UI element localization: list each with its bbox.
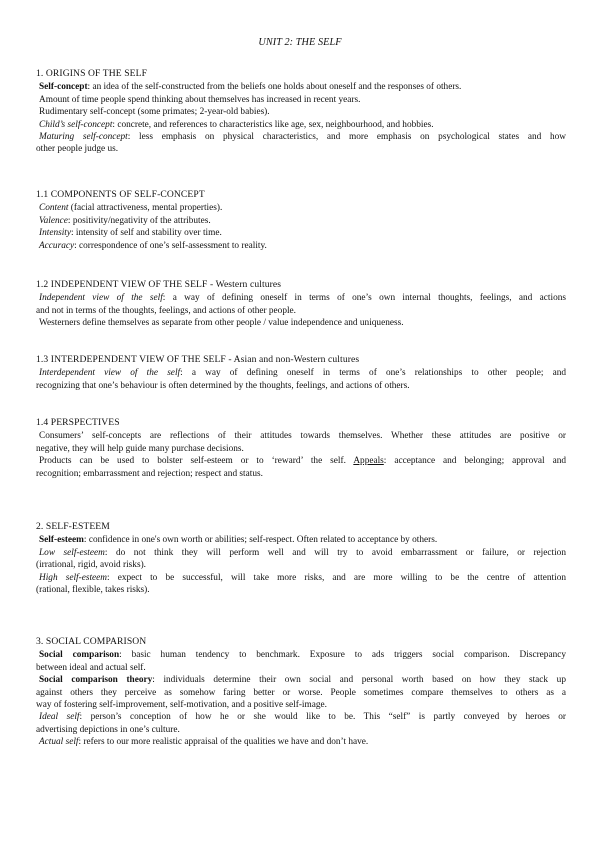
paragraph-independent-cont: and not in terms of the thoughts, feelings, and actions of other people. (36, 305, 296, 316)
section-heading: 1.1 COMPONENTS OF SELF-CONCEPT (36, 189, 205, 200)
section-heading: 1.4 PERSPECTIVES (36, 417, 120, 428)
section-heading: 3. SOCIAL COMPARISON (36, 636, 147, 647)
section-heading: 1.2 INDEPENDENT VIEW OF THE SELF - Western cultures (36, 279, 282, 290)
section-social-comparison (36, 636, 566, 749)
paragraph-self-concept: Self-concept: an idea of the self-constructed from the beliefs one holds about oneself and the responses of others. (39, 82, 462, 93)
paragraph-child: Child’s self-concept: concrete, and references to characteristics like age, sex, neighbourhood, and hobbies. (39, 119, 434, 130)
paragraph-rudimentary: Rudimentary self-concept (some primates; 2-year-old babies). (39, 107, 270, 118)
paragraph-social-comparison-cont: between ideal and actual self. (36, 662, 146, 673)
paragraph-independent: Independent view of the self: a way of defining oneself in terms of one’s own internal thoughts, feelings, and actions (39, 293, 566, 304)
paragraph-valence: Valence: positivity/negativity of the attributes. (39, 215, 211, 226)
paragraph-products-cont: recognition; embarrassment and rejection; respect and status. (36, 468, 263, 479)
paragraph-content: Content (facial attractiveness, mental properties). (39, 203, 223, 214)
term: Low self-esteem (39, 547, 105, 558)
section-interdependent (36, 354, 566, 392)
paragraph-social-comparison: Social comparison: basic human tendency to benchmark. Exposure to ads triggers social comparison. Discrepancy (39, 650, 566, 661)
paragraph-high-esteem: High self-esteem: expect to be successful, will take more risks, and are more willing to be the centre of attention (39, 572, 567, 583)
section-heading: 1. ORIGINS OF THE SELF (36, 68, 148, 79)
document-title: UNIT 2: THE SELF (258, 37, 342, 48)
term: Valence (39, 215, 68, 226)
paragraph-maturing: Maturing self-concept: less emphasis on physical characteristics, and more emphasis on psychological states and how (39, 132, 566, 143)
section-heading: 1.3 INTERDEPENDENT VIEW OF THE SELF - Asian and non-Western cultures (36, 354, 360, 365)
term: Self-concept (39, 82, 88, 93)
paragraph-amount: Amount of time people spend thinking about themselves has increased in recent years. (39, 94, 361, 105)
paragraph-low-esteem-cont: (irrational, rigid, avoid risks). (36, 560, 146, 571)
paragraph-actual-self: Actual self: refers to our more realistic appraisal of the qualities we have and don’t have. (39, 737, 369, 748)
term: Actual self (39, 737, 79, 748)
paragraph-high-esteem-cont: (rational, flexible, takes risks). (36, 585, 150, 596)
appeals-term: Appeals (353, 456, 384, 467)
term: Intensity (39, 228, 72, 239)
section-independent (36, 279, 566, 330)
term: High self-esteem (39, 572, 108, 583)
section-perspectives (36, 417, 566, 480)
term: Child’s self-concept (39, 119, 113, 130)
paragraph-comparison-theory-cont2: way of fostering self-improvement, self-motivation, and a positive self-image. (36, 700, 327, 711)
term: Self-esteem (39, 535, 84, 546)
paragraph-westerners: Westerners define themselves as separate from other people / value independence and uniqueness. (39, 318, 404, 329)
term: Maturing self-concept (39, 132, 128, 143)
term: Interdependent view of the self (39, 368, 181, 379)
paragraph-interdependent-cont: recognizing that one’s behaviour is often determined by the thoughts, feelings, and actions of others. (36, 380, 410, 391)
paragraph-ideal-self: Ideal self: person’s conception of how he or she would like to be. This “self” is partly conveyed by heroes or (39, 712, 567, 723)
paragraph-products: Products can be used to bolster self-esteem or to ‘reward’ the self. Appeals: acceptance and belonging; approval and (39, 456, 567, 467)
paragraph-consumers: Consumers’ self-concepts are reflections of their attitudes towards themselves. Whether these attitudes are positive or (39, 431, 566, 442)
paragraph-low-esteem: Low self-esteem: do not think they will perform well and will try to avoid embarrassment or failure, or rejection (39, 547, 566, 558)
section-components (36, 189, 566, 252)
paragraph-maturing-cont: other people judge us. (36, 144, 119, 155)
paragraph-interdependent: Interdependent view of the self: a way of defining oneself in terms of one’s relationships to other people; and (39, 368, 566, 379)
section-heading: 2. SELF-ESTEEM (36, 521, 110, 532)
section-self-esteem (36, 521, 566, 596)
section-origins (36, 68, 566, 156)
term: Content (39, 203, 69, 214)
paragraph-comparison-theory: Social comparison theory: individuals determine their own social and personal worth based on how they stack up (39, 675, 566, 686)
term: Accuracy (39, 240, 75, 251)
term: Ideal self (39, 712, 80, 723)
term: Independent view of the self (39, 293, 163, 304)
paragraph-self-esteem: Self-esteem: confidence in one's own worth or abilities; self-respect. Often related to acceptance by others. (39, 535, 438, 546)
paragraph-ideal-self-cont: advertising depictions in one’s culture. (36, 724, 180, 735)
paragraph-comparison-theory-cont: against others they perceive as somehow faring better or worse. People sometimes compare themselves to others as a (36, 687, 566, 698)
paragraph-consumers-cont: negative, they will help guide many purchase decisions. (36, 443, 244, 454)
term: Social comparison (39, 650, 120, 661)
paragraph-accuracy: Accuracy: correspondence of one’s self-assessment to reality. (39, 240, 267, 251)
paragraph-intensity: Intensity: intensity of self and stability over time. (39, 228, 222, 239)
term: Social comparison theory (39, 675, 153, 686)
